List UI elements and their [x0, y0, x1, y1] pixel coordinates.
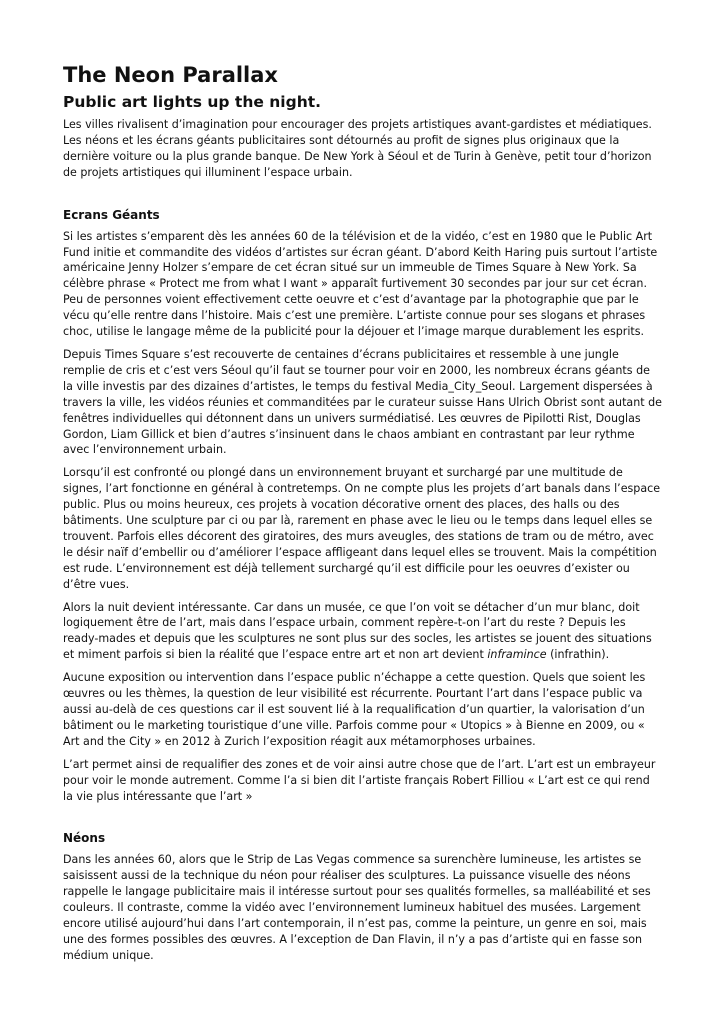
article-title: The Neon Parallax — [63, 63, 278, 87]
document-page — [63, 62, 663, 971]
paragraph — [63, 600, 663, 664]
text-run: Alors la nuit devient intéressante. Car dans un musée, ce que l’on voit se détacher d’un mur blanc, doit logiquement être de l’art, mais dans l’espace urbain, comment repère-t-on l’art du reste ? Depuis les ready-mades et depuis que les sculptures ne sont plus sur des socles, les artistes se jouent des situations et miment parfois si bien la réalité que l’espace entre art et non art devient — [63, 600, 652, 662]
article-subtitle: Public art lights up the night. — [63, 93, 322, 111]
paragraph: Dans les années 60, alors que le Strip de Las Vegas commence sa surenchère lumineuse, les artistes se saisissent aussi de la technique du néon pour réaliser des sculptures. La puissance visuelle des néons rappelle le langage publicitaire mais il intéresse surtout pour ses qualités formelles, sa malléabilité et ses couleurs. Il contraste, comme la vidéo avec l’environnement lumineux habituel des musées. Largement encore utilisé aujourd’hui dans l’art contemporain, il n’est pas, comme la peinture, un genre en soi, mais une des formes possibles des œuvres. A l’exception de Dan Flavin, il n’y a pas d’artiste qui en fasse son médium unique. — [63, 853, 651, 962]
text-run: (infrathin). — [546, 648, 610, 662]
intro-paragraph: Les villes rivalisent d’imagination pour encourager des projets artistiques avant-gardistes et médiatiques. Les néons et les écrans géants publicitaires sont détournés au profit de signes plus originaux que la dernière voiture ou la plus grande banque. De New York à Séoul et de Turin à Genève, petit tour d’horizon de projets artistiques qui illuminent l’espace urbain. — [63, 118, 652, 179]
section-heading-neons: Néons — [63, 831, 106, 846]
paragraph: Aucune exposition ou intervention dans l’espace public n’échappe a cette question. Quels que soient les œuvres ou les thèmes, la question de leur visibilité est récurrente. Pourtant l’art dans l’espace public va aussi au-delà de ces questions car il est souvent lié à la requalification d’un quartier, la valorisation d’un bâtiment ou le marketing touristique d’une ville. Parfois comme pour « Utopics » à Bienne en 2009, ou « Art and the City » en 2012 à Zurich l’exposition réagit aux métamorphoses urbaines. — [63, 671, 646, 748]
paragraph: Lorsqu’il est confronté ou plongé dans un environnement bruyant et surchargé par une multitude de signes, l’art fonctionne en général à contretemps. On ne compte plus les projets d’art banals dans l’espace public. Plus ou moins heureux, ces projets à vocation décorative ornent des places, des halls ou des bâtiments. Une sculpture par ci ou par là, rarement en phase avec le lieu ou le temps dans lequel elles se trouvent. Parfois elles décorent des giratoires, des murs aveugles, des stations de tram ou de métro, avec le désir naïf d’embellir ou d’améliorer l’espace affligeant dans lequel elles se trouvent. Mais la compétition est rude. L’environnement est déjà tellement surchargé qu’il est difficile pour les oeuvres d’exister ou d’être vues. — [63, 466, 661, 591]
italic-term: inframince — [487, 648, 547, 662]
paragraph: Si les artistes s’emparent dès les années 60 de la télévision et de la vidéo, c’est en 1980 que le Public Art Fund initie et commandite des vidéos d’artistes sur écran géant. D’abord Keith Haring puis surtout l’artiste américaine Jenny Holzer s’empare de cet écran situé sur un immeuble de Times Square à New York. Sa célèbre phrase « Protect me from what I want » apparaît furtivement 30 secondes par jour sur cet écran. Peu de personnes voient effectivement cette oeuvre et c’est d’avantage par la photographie que par le vécu qu’elle rentre dans l’histoire. Mais c’est une première. L’artiste connue pour ses slogans et phrases choc, utilise le langage même de la publicité pour la déjouer et l’image marque durablement les esprits. — [63, 229, 658, 339]
section-heading-ecrans: Ecrans Géants — [63, 207, 160, 222]
paragraph: Depuis Times Square s’est recouverte de centaines d’écrans publicitaires et ressemble à une jungle remplie de cris et c’est vers Séoul qu’il faut se tourner pour voir en 2000, les nombreux écrans géants de la ville investis par des dizaines d’artistes, le temps du festival Media_City_Seoul. Largement dispersées à travers la ville, les vidéos réunies et commanditées par le curateur suisse Hans Ulrich Obrist sont autant de fenêtres individuelles qui détonnent dans un univers surmédiatisé. Les œuvres de Pipilotti Rist, Douglas Gordon, Liam Gillick et bien d’autres s’insinuent dans le chaos ambiant en contrastant par leur rythme avec l’environnement urbain. — [63, 347, 662, 457]
paragraph: L’art permet ainsi de requalifier des zones et de voir ainsi autre chose que de l’art. L’art est un embrayeur pour voir le monde autrement. Comme l’a si bien dit l’artiste français Robert Filliou « L’art est ce qui rend la vie plus intéressante que l’art » — [63, 757, 656, 803]
